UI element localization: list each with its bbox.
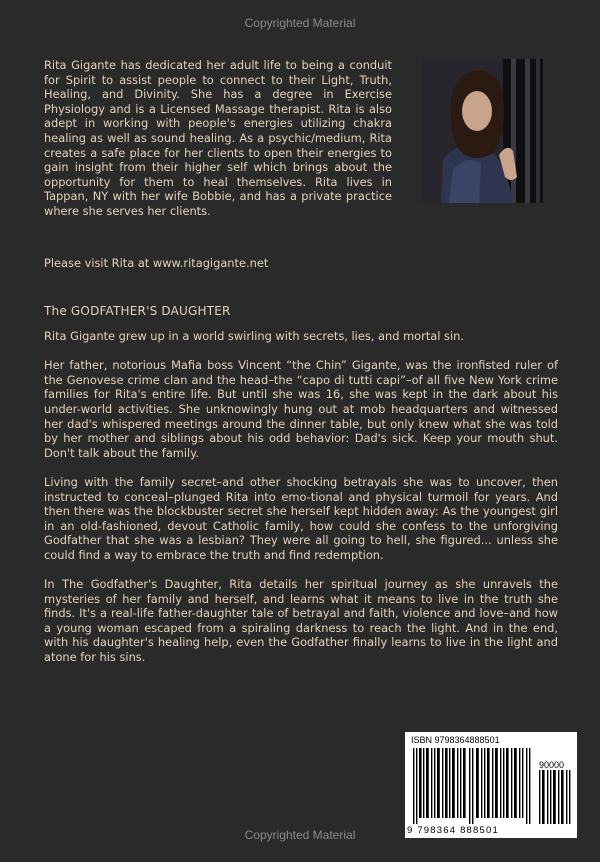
isbn-label: ISBN 9798364888501 xyxy=(411,735,500,745)
paragraph: Living with the family secret–and other shocking betrayals she was to uncover, then instructed to conceal–plunged Rita into emo-tional and physical turmoil for years. And then there was the blockbuster secret she herself kept hidden away: As the youngest girl in an old-fashioned, devout Catholic family, how could she confess to the unforgiving Godfather that she was a lesbian? They were all going to hell, she figured... unless she could find a way to embrace the truth and find redemption. xyxy=(44,474,558,562)
author-photo-image xyxy=(421,59,543,203)
watermark-bottom: Copyrighted Material xyxy=(244,828,356,842)
book-title-heading: The GODFATHER'S DAUGHTER xyxy=(44,304,231,318)
author-photo xyxy=(421,59,543,203)
book-description xyxy=(44,329,558,679)
barcode-icon xyxy=(413,748,531,824)
price-code: 90000 xyxy=(539,760,565,770)
author-bio: Rita Gigante has dedicated her adult life to being a conduit for Spirit to assist people to connect to their Light, Truth, Healing, and Divinity. She has a degree in Exercise Physiology and is a Licensed Massage therapist. Rita is also adept in working with people's energies utilizing chakra healing as well as sound healing. As a psychic/medium, Rita creates a safe place for her clients to open their energies to gain insight from their higher self which brings about the opportunity for them to heal themselves. Rita lives in Tappan, NY with her wife Bobbie, and has a private practice where she serves her clients. xyxy=(44,58,392,218)
paragraph: In The Godfather's Daughter, Rita details her spiritual journey as she unravels the mysteries of her family and herself, and learns what it means to live in the truth she finds. It's a real-life father-daughter tale of betrayal and faith, violence and love–and how a young woman escaped from a spiraling darkness to reach the light. And in the end, with his daughter's healing help, even the Godfather finally learns to live in the light and atone for his sins. xyxy=(44,577,558,665)
paragraph: Rita Gigante grew up in a world swirling with secrets, lies, and mortal sin. xyxy=(44,329,464,343)
watermark-top: Copyrighted Material xyxy=(244,16,356,30)
barcode-box xyxy=(405,732,577,838)
website-note: Please visit Rita at www.ritagigante.net xyxy=(44,256,269,270)
price-barcode-icon xyxy=(539,770,571,824)
ean-digits: 9 798364 888501 xyxy=(407,825,499,836)
paragraph: Her father, notorious Mafia boss Vincent “the Chin” Gigante, was the ironfisted ruler of the Genovese crime clan and the head–the “capo di tutti capi”–of all five New York crime families for Rita's entire life. But until she was 16, she was kept in the dark about his under-world activities. She unknowingly hung out at mob headquarters and witnessed her dad's whispered meetings around the dinner table, but only knew what she was told by her mother and siblings about his odd behavior: Dad's sick. Keep your mouth shut. Don't talk about the family. xyxy=(44,358,558,460)
